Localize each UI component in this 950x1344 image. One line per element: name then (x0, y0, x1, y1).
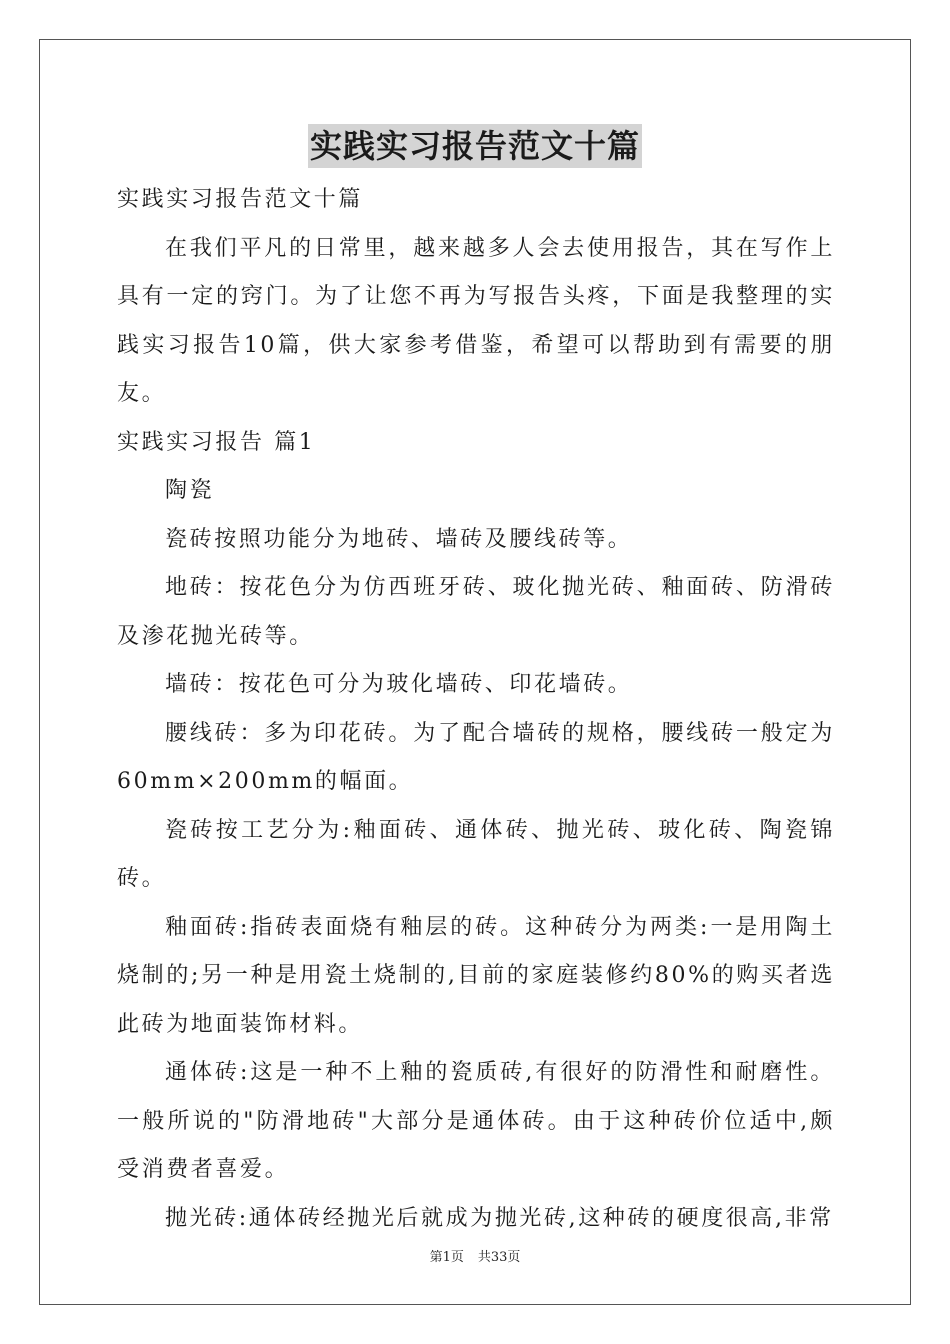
paragraph: 墙砖：按花色可分为玻化墙砖、印花墙砖。 (165, 672, 633, 697)
paragraph: 釉面砖:指砖表面烧有釉层的砖。这种砖分为两类:一是用陶土烧制的;另一种是用瓷土烧制的,目前的家庭装修约80%的购买者选此砖为地面装饰材料。 (117, 914, 835, 1037)
paragraph: 地砖：按花色分为仿西班牙砖、玻化抛光砖、釉面砖、防滑砖及渗花抛光砖等。 (117, 575, 835, 649)
paragraph: 通体砖:这是一种不上釉的瓷质砖,有很好的防滑性和耐磨性。一般所说的"防滑地砖"大部分是通体砖。由于这种砖价位适中,颇受消费者喜爱。 (117, 1060, 835, 1182)
paragraph: 在我们平凡的日常里，越来越多人会去使用报告，其在写作上具有一定的窍门。为了让您不再为写报告头疼，下面是我整理的实践实习报告10篇，供大家参考借鉴，希望可以帮助到有需要的朋友。 (117, 235, 835, 406)
paragraph: 瓷砖按照功能分为地砖、墙砖及腰线砖等。 (165, 526, 633, 552)
page-footer (0, 1246, 950, 1265)
paragraph: 瓷砖按工艺分为:釉面砖、通体砖、抛光砖、玻化砖、陶瓷锦砖。 (117, 817, 835, 891)
paragraph: 抛光砖:通体砖经抛光后就成为抛光砖,这种砖的硬度很高,非常 (165, 1205, 834, 1231)
document-title: 实践实习报告范文十篇 (308, 124, 642, 168)
page-total: 共33页 (477, 1250, 521, 1265)
title-container (0, 124, 950, 168)
paragraph: 实践实习报告范文十篇 (117, 187, 364, 212)
paragraph: 陶瓷 (165, 478, 215, 503)
document-body (117, 176, 835, 1243)
page-number: 第1页 (429, 1250, 464, 1265)
paragraph: 腰线砖：多为印花砖。为了配合墙砖的规格，腰线砖一般定为60mm×200mm的幅面。 (117, 720, 835, 794)
section-heading: 实践实习报告 篇1 (117, 429, 316, 455)
